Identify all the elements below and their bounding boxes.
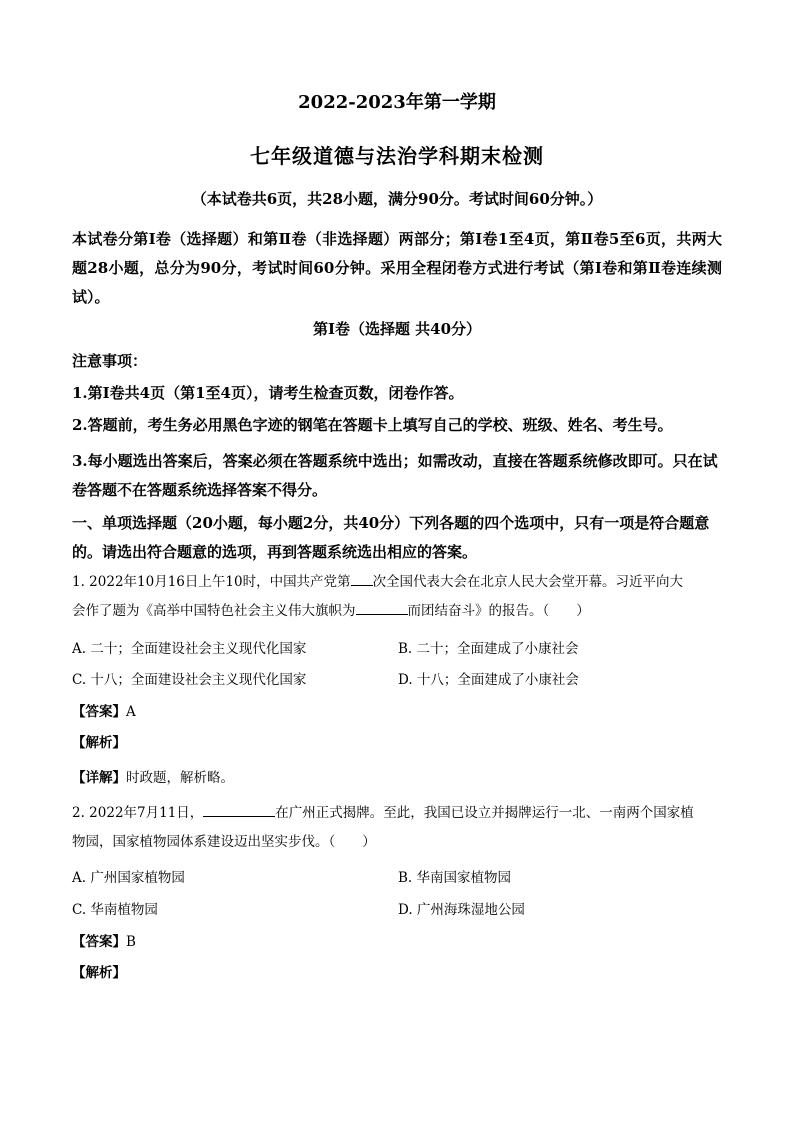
question-2-analysis [72,961,126,981]
question-2-line1-end: 在广州正式揭牌。至此，我国已设立并揭牌运行一北、一南两个国家植 [275,805,694,821]
part1-heading: 一、单项选择题（20小题，每小题2分，共40分）下列各题的四个选项中，只有一项是符合题意的。请选出符合题意的选项，再到答题系统选出相应的答案。 [72,514,710,561]
analysis-label: 【解析】 [72,965,126,981]
notice-heading: 注意事项： [72,352,148,370]
question-1-analysis [72,731,126,751]
detail-text: 时政题，解析略。 [126,770,234,786]
question-2-line2: 物园，国家植物园体系建设迈出坚实步伐。（ ） [72,834,376,850]
exam-intro: 本试卷分第Ⅰ卷（选择题）和第Ⅱ卷（非选择题）两部分；第Ⅰ卷1至4页，第Ⅱ卷5至6页，共两大题28小题，总分为90分，考试时间60分钟。采用全程闭卷方式进行考试（第Ⅰ卷和第Ⅱ卷连续测试）。 [72,230,722,306]
question-2-option-c: C. 华南植物园 [72,902,158,918]
question-1-detail [72,766,234,786]
exam-term-title: 2022-2023年第一学期 [298,92,496,113]
question-1-answer [72,700,136,720]
question-1-text [72,568,722,626]
question-1-option-d: D. 十八；全面建成了小康社会 [398,672,579,688]
question-2-line1-start: 2. 2022年7月11日， [72,805,204,821]
notice-item-1: 1.第Ⅰ卷共4页（第1至4页），请考生检查页数，闭卷作答。 [72,384,464,402]
question-2-option-b: B. 华南国家植物园 [398,870,512,886]
exam-subtitle: （本试卷共6页，共28小题，满分90分。考试时间60分钟。） [191,190,603,208]
exam-subject-title: 七年级道德与法治学科期末检测 [250,144,544,168]
question-1-line2-start: 会作了题为《高举中国特色社会主义伟大旗帜为 [72,603,356,619]
question-1-blank-2 [356,600,408,615]
question-1-line1-end: 次全国代表大会在北京人民大会堂开幕。习近平向大 [372,574,684,590]
question-1-option-b: B. 二十；全面建成了小康社会 [398,641,579,657]
question-1-blank-1 [351,571,373,586]
question-2-text [72,799,722,857]
question-2-option-d: D. 广州海珠湿地公园 [398,902,525,918]
question-1-option-a: A. 二十；全面建设社会主义现代化国家 [72,641,307,657]
question-1-option-c: C. 十八；全面建设社会主义现代化国家 [72,672,307,688]
answer-value: A [126,704,136,720]
notice-item-2: 2.答题前，考生务必用黑色字迹的钢笔在答题卡上填写自己的学校、班级、姓名、考生号。 [72,416,673,434]
notice-item-3: 3.每小题选出答案后，答案必须在答题系统中选出；如需改动，直接在答题系统修改即可。只在试卷答题不在答题系统选择答案不得分。 [72,452,718,499]
question-2-answer [72,930,136,950]
question-2-option-a: A. 广州国家植物园 [72,870,185,886]
question-1-line1-start: 1. 2022年10月16日上午10时，中国共产党第 [72,574,351,590]
answer-value: B [126,934,136,950]
analysis-label: 【解析】 [72,735,126,751]
question-1-line2-end: 而团结奋斗》的报告。（ ） [407,603,590,619]
detail-label: 【详解】 [72,770,126,786]
question-2-blank [203,802,275,817]
answer-label: 【答案】 [72,704,126,720]
answer-label: 【答案】 [72,934,126,950]
section-title: 第Ⅰ卷（选择题 共40分） [312,320,482,338]
